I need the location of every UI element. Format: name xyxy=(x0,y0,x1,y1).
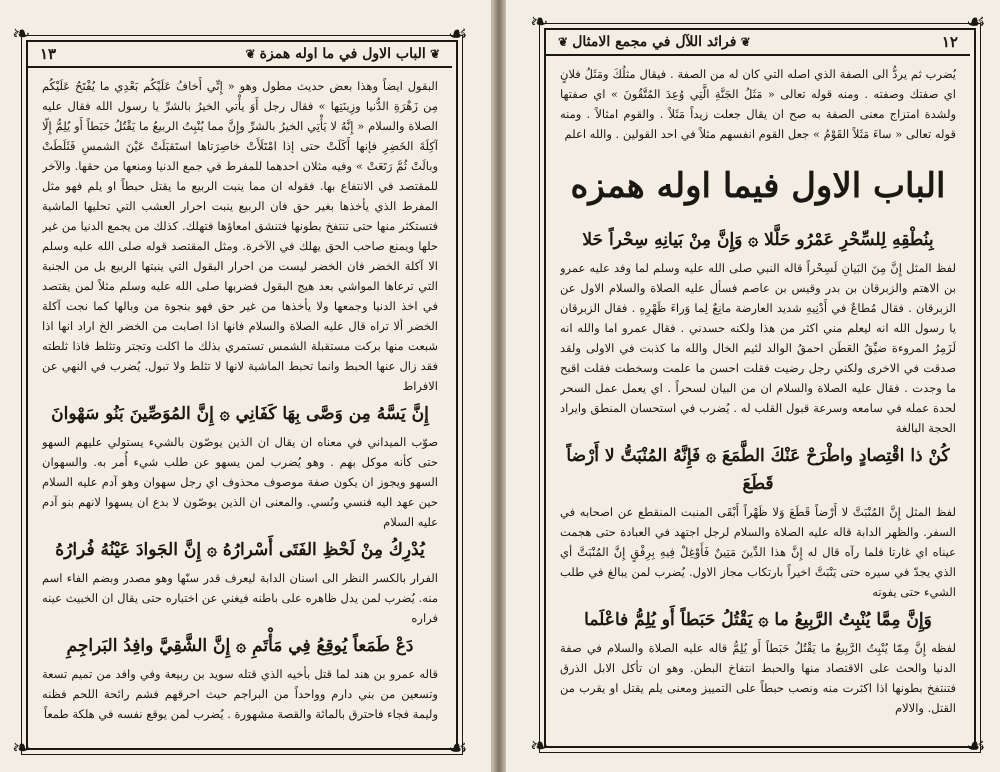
paragraph: لفظه إِنَّ مِمّا يُنْبِتُ الرَّبِيعُ ما يَقْتُلُ حَبَطاً أَو يُلِمُّ قاله عليه الصلاة والسلام في صفة الدنيا والحث على الاقتصاد منها والحبط انتفاخ البطن. وهو ان تأكل الابل الذرق فتنتفخ بطونها اذا اكثرت منه ونصب حبطاً على التمييز ومعنى يلم يقتل او يقرب من القتل. والالام xyxy=(560,641,956,715)
running-title: ❦ الباب الاول في ما اوله همزة ❦ xyxy=(245,46,440,62)
corner-ornament-icon: ☙ xyxy=(966,734,986,759)
running-title: ❦ فرائد اللآل في مجمع الامثال ❦ xyxy=(558,34,751,50)
proverb-verse: وَإِنَّ مِمَّا يُنْبِتُ الرَّبِيعُ ما ۞ يَقْتُلُ حَبَطاً أَو يُلِمُّ فاعْلَما xyxy=(584,610,932,630)
running-header xyxy=(28,42,452,68)
chapter-title: الباب الاول فيما اوله همزه xyxy=(570,166,946,206)
page-number: ١٢ xyxy=(941,33,958,51)
corner-ornament-icon: ❧ xyxy=(12,22,31,47)
paragraph: الفرار بالكسر النظر الى اسنان الدابة ليعرف قدر سنّها وهو مصدر وبضم الفاء اسم منه. يُضرب لمن يدل ظاهره على باطنه فيغني عن اختباره حتى يقال ان الخبيث عينه فراره xyxy=(42,571,438,625)
corner-ornament-icon: ☙ xyxy=(448,736,468,761)
right-page xyxy=(506,0,1000,772)
proverb-verse: يُدْرِكُ مِنْ لَحْظِ الفَتَى أَسْرارُهُ ۞ إِنَّ الجَوادَ عَيْنُهُ فُرارُهُ xyxy=(55,540,425,560)
paragraph: قاله عمرو بن هند لما قتل بأخيه الذي قتله سويد بن ربيعة وفي وافد من تميم تسعة وتسعين من بني دارم وواحداً من البراجم حيث احرقهم فشم رائحة اللحم فظنه وليمة فجاء فاحترق بالمائة والقصة مشهورة . يُضرب لمن يوقع نفسه في هلكة طمعاً xyxy=(42,667,438,721)
page-text xyxy=(560,64,956,734)
page-number: ١٣ xyxy=(40,45,57,63)
corner-ornament-icon: ☙ xyxy=(448,22,468,47)
running-header xyxy=(546,30,970,56)
left-page xyxy=(0,0,492,772)
paragraph: لفظ المثل إِنَّ مِنَ البَيانِ لَسِحْراً قاله النبي صلى الله عليه وسلم لما وفد عليه عمرو بن الاهتم والزبرقان بن بدر وقيس بن عاصم فسأل عليه الصلاة والسلام الاول عن الزبرقان . فقال مُطاعٌ في أَدْنِيهِ شديد العارضة مانِعٌ لِما وَراءَ ظَهْرِهِ . فقال الزبرقان يا رسول الله انه ليعلم مني اكثر من هذا ولكنه حسدني . فقال عمرو اما والله انه لَزَمِرُ المروءة ضيِّقُ العَطَن احمقُ الوالد لئيم الخال والله ما كذبت في الاولى ولقد صدقت في الاخرى ولكني رجل رضيت فقلت احسن ما علمت وسخطت فقلت اقبح ما وجدت . فقال عليه الصلاة والسلام ان من البيان لسحراً . اي يعمل عمل السحر لحدة عمله في سامعه وسرعة قبول القلب له . يُضرب في استحسان المنطق وايراد الحجة البالغة xyxy=(560,261,956,435)
paragraph: لفظ المثل إِنَّ المُنْبَتَّ لا أَرْضاً قَطَعَ وَلا ظَهْراً أَبْقَى المنبت المنقطع عن اصحابه في السفر. والظهر الدابة قاله عليه الصلاة والسلام لرجل اجتهد في العبادة حتى هجمت عيناه اي غارتا فلما رآه قال له إِنَّ هذا الدِّينَ مَتِينٌ فَأَوْغِلْ فِيهِ بِرِفْقٍ إِنَّ المُنْبَتَّ أي الذي يجدّ في سيره حتى يَنْبَتَّ اخيراً بارتكاب مجاز الاول. يُضرب لمن يبالغ في طلب الشيء حتى يفوته xyxy=(560,505,956,599)
proverb-verse: دَعْ طَمَعاً يُوقِعُ فِي مَأْتَمِ ۞ إِنَّ الشَّقِيَّ وافِدُ البَراجِمِ xyxy=(66,636,414,656)
paragraph: يُضرب ثم يردُّ الى الصفة الذي اصله التي كان له من الصفة . فيقال مثلُكَ ومَثَلُ فلانٍ اي صفتك وصفته . ومنه قوله تعالى « مَثَلُ الجَنَّةِ الَّتِي وُعِدَ المُتَّقُونَ » اي صفتها ولشدة امتزاج معنى الصفة به صح ان يقال جعلت زيداً مَثَلاً . والقوم امثالاً . ومنه قوله تعالى « ساءَ مَثَلاً القَوْمُ » جعل القوم انفسهم مثلاً في احد القولين . والله اعلم xyxy=(560,67,956,141)
proverb-verse: إِنَّ يَسَّهُ مِن وَصَّى بِهَا كَفَانِي ۞ إِنَّ المُوَصِّينَ بَنُو سَهْوانَ xyxy=(51,404,429,424)
paragraph: البقول ايضاً وهذا بعض حديث مطول وهو « إِنِّي أَخافُ عَلَيْكُم بَعْدِي ما يُفْتَحُ عَلَيْكُم مِن زَهْرَةِ الدُّنيا وزِينَتِها » فقال رجل أَوَ يأْتي الخيرُ بالشرِّ يا رسول الله فقال عليه الصلاة والسلام « إِنَّهُ لا يَأْتِي الخيرُ بالشرِّ وإِنَّ مما يُنْبِتُ الربيعُ ما يَقْتُلُ حَبَطاً أَو يُلِمُّ إِلّا آكِلَةَ الخَضِرِ فإنها أَكَلَتْ حتى إذا امْتَلَأَتْ خاصِرَتاها استَقبَلَتْ عَيْنَ الشمسِ فَثَلَطَتْ وبالَتْ ثُمَّ رَتَعَتْ » وفيه مثلان احدهما للمفرط في جمع الدنيا ومنعها من حقها. والآخر للمقتصد في الانتفاع بها. فقوله ان مما ينبت الربيع ما يقتل حبطاً او يلم فهو مثل المفرط الذي يأخذها بغير حق فان الربيع ينبت احرار العشب التي تحليها الماشية فتستكثر منها حتى تنتفخ بطونها فتنشق امعاؤها فتهلك. كذلك من يجمع الدنيا من غير حلها ويمنع صاحب الحق يهلك في الآخرة. ومثل المقتصد قوله صلى الله عليه وسلم الا آكلة الخضر فان الخضر ليست من احرار البقول التي ينبتها الربيع بل من الجنبة التي ترعاها المواشي بعد هيج البقول فضربها صلى الله عليه وسلم مثلاً لمن يقتصد في اخذ الدنيا وجمعها ولا يأخذها من غير حق فهو بنجوة من وبالها كما نجت آكلة الخضر ألا تراه قال عليه الصلاة والسلام فانها اذا اصابت من الخضر الخ اراد انها اذا شبعت منها بركت مستقبلة الشمس تستمري بذلك ما اكلت وتجتر وتثلط فاذا ثلطته فقد زال عنها الحبط وانما تحبط الماشية لانها لا تثلط ولا تبول. يُضرب في النهي عن الافراط xyxy=(42,79,438,393)
paragraph: صوّب الميداني في معناه ان يقال ان الذين يوصّون بالشيء يستولي عليهم السهو حتى كأنه موكل بهم . وهو يُضرب لمن يسهو عن طلب شيء أُمر به. والسهوان السهو ويجوز ان يكون صفة موصوف محذوف اي رجل سهوان وهو آدم عليه السلام حين عهد اليه فنسي ونُسي. والمعنى ان الذين يوصّون لا بدع ان يسهوا لانهم بنو آدم عليه السلام xyxy=(42,435,438,529)
corner-ornament-icon: ❧ xyxy=(530,734,549,759)
page-text xyxy=(42,76,438,736)
book-gutter xyxy=(492,0,506,772)
corner-ornament-icon: ❧ xyxy=(12,736,31,761)
corner-ornament-icon: ❧ xyxy=(530,10,549,35)
corner-ornament-icon: ☙ xyxy=(966,10,986,35)
proverb-verse: كُنْ ذا اقْتِصادٍ واطْرَحْ عَنْكَ الطَّمَعَ ۞ فَإِنَّهُ المُنْبَتُّ لا أَرْضاً قَطَعَ xyxy=(566,446,950,494)
proverb-verse: بِنُطْقِهِ لِلسِّحْرِ عَمْرُو حَلَّلا ۞ وَإِنَّ مِنْ بَيانِهِ سِحْراً حَلا xyxy=(582,230,934,250)
